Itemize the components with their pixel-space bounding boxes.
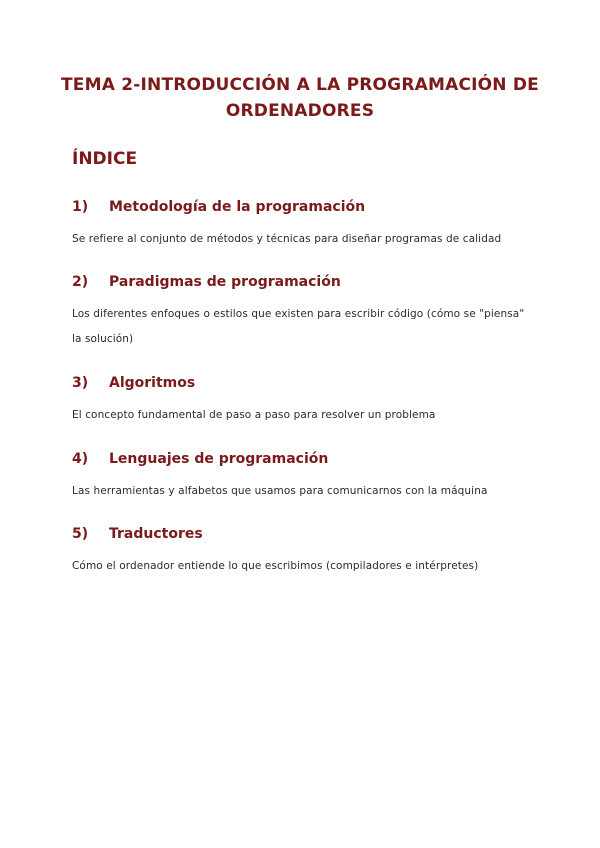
section-number: 4) <box>72 451 89 467</box>
index-heading: ÍNDICE <box>72 149 138 169</box>
section-description: Las herramientas y alfabetos que usamos para comunicarnos con la máquina <box>72 485 488 497</box>
document-title: TEMA 2-INTRODUCCIÓN A LA PROGRAMACIÓN DE ORDENADORES <box>61 75 539 121</box>
section-number: 1) <box>72 199 89 215</box>
section-title: Paradigmas de programación <box>109 274 341 290</box>
section-description: Cómo el ordenador entiende lo que escribimos (compiladores e intérpretes) <box>72 560 479 572</box>
section-title: Algoritmos <box>109 375 196 391</box>
section-heading <box>72 449 532 469</box>
section-heading <box>72 272 532 292</box>
section-description: Se refiere al conjunto de métodos y técnicas para diseñar programas de calidad <box>72 233 502 245</box>
section-heading <box>72 373 532 393</box>
section-4 <box>72 449 532 504</box>
section-heading <box>72 524 532 544</box>
section-number: 5) <box>72 526 89 542</box>
section-5 <box>72 524 532 579</box>
section-description: El concepto fundamental de paso a paso para resolver un problema <box>72 409 436 421</box>
section-number: 3) <box>72 375 89 391</box>
section-title: Metodología de la programación <box>109 199 366 215</box>
section-title: Traductores <box>109 526 203 542</box>
section-3 <box>72 373 532 428</box>
section-description: Los diferentes enfoques o estilos que existen para escribir código (cómo se "piensa" la solución) <box>72 308 525 345</box>
section-title: Lenguajes de programación <box>109 451 329 467</box>
section-1 <box>72 197 532 252</box>
section-number: 2) <box>72 274 89 290</box>
section-heading <box>72 197 532 217</box>
section-2 <box>72 272 532 352</box>
